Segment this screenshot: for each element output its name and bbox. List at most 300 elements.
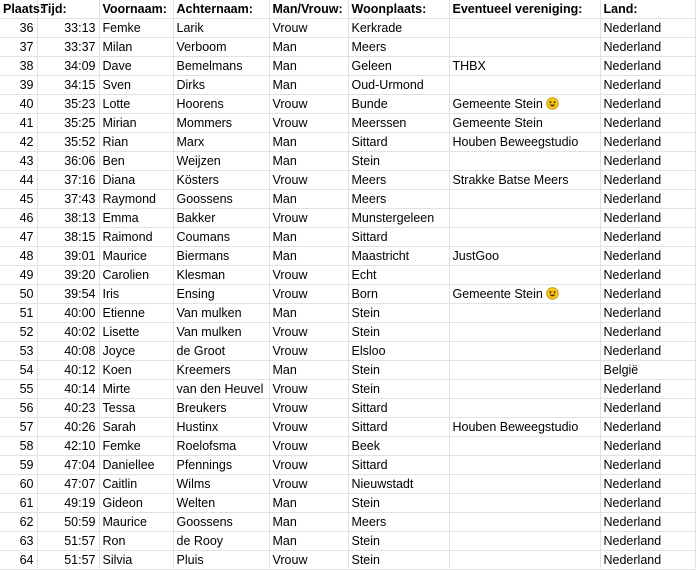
cell-tijd-text: 37:43 xyxy=(64,192,96,206)
cell-man-vrouw[interactable] xyxy=(269,342,348,361)
cell-tijd[interactable] xyxy=(37,209,99,228)
cell-voornaam[interactable] xyxy=(99,418,173,437)
cell-plaats[interactable] xyxy=(0,152,37,171)
cell-plaats-text: 64 xyxy=(19,553,34,567)
cell-tijd-text: 39:54 xyxy=(64,287,96,301)
cell-woonplaats[interactable] xyxy=(348,304,449,323)
cell-achternaam[interactable] xyxy=(173,304,269,323)
cell-voornaam-text: Femke xyxy=(102,439,141,453)
cell-achternaam[interactable] xyxy=(173,437,269,456)
cell-plaats[interactable] xyxy=(0,494,37,513)
cell-vereniging[interactable] xyxy=(449,532,600,551)
cell-plaats[interactable] xyxy=(0,133,37,152)
cell-plaats[interactable] xyxy=(0,437,37,456)
cell-vereniging-text: THBX xyxy=(452,59,486,73)
cell-plaats[interactable] xyxy=(0,247,37,266)
cell-vereniging[interactable] xyxy=(449,399,600,418)
cell-man-vrouw[interactable] xyxy=(269,513,348,532)
cell-land-text: Nederland xyxy=(603,287,662,301)
cell-voornaam[interactable] xyxy=(99,361,173,380)
cell-vereniging[interactable] xyxy=(449,152,600,171)
cell-tijd-text: 39:01 xyxy=(64,249,96,263)
cell-achternaam[interactable] xyxy=(173,133,269,152)
cell-achternaam[interactable] xyxy=(173,475,269,494)
cell-tijd[interactable] xyxy=(37,323,99,342)
cell-tijd[interactable] xyxy=(37,152,99,171)
cell-woonplaats-text: Stein xyxy=(351,534,380,548)
cell-tijd[interactable] xyxy=(37,76,99,95)
cell-man-vrouw[interactable] xyxy=(269,399,348,418)
cell-man-vrouw[interactable] xyxy=(269,285,348,304)
cell-man-vrouw[interactable] xyxy=(269,266,348,285)
cell-vereniging[interactable] xyxy=(449,190,600,209)
cell-woonplaats[interactable] xyxy=(348,228,449,247)
cell-plaats[interactable] xyxy=(0,418,37,437)
cell-achternaam-text: Mommers xyxy=(176,116,233,130)
cell-tijd[interactable] xyxy=(37,171,99,190)
cell-land[interactable] xyxy=(600,76,695,95)
cell-plaats[interactable] xyxy=(0,380,37,399)
cell-plaats[interactable] xyxy=(0,551,37,570)
cell-voornaam[interactable] xyxy=(99,323,173,342)
cell-plaats[interactable] xyxy=(0,285,37,304)
cell-achternaam[interactable] xyxy=(173,95,269,114)
cell-vereniging[interactable] xyxy=(449,475,600,494)
cell-tijd-text: 40:23 xyxy=(64,401,96,415)
cell-land[interactable] xyxy=(600,475,695,494)
cell-voornaam[interactable] xyxy=(99,304,173,323)
table-row xyxy=(0,551,695,570)
table-row xyxy=(0,456,695,475)
cell-man-vrouw[interactable] xyxy=(269,247,348,266)
cell-voornaam[interactable] xyxy=(99,532,173,551)
cell-vereniging[interactable] xyxy=(449,304,600,323)
cell-woonplaats[interactable] xyxy=(348,171,449,190)
cell-voornaam[interactable] xyxy=(99,95,173,114)
cell-vereniging[interactable] xyxy=(449,494,600,513)
cell-plaats[interactable] xyxy=(0,57,37,76)
cell-tijd[interactable] xyxy=(37,418,99,437)
smiley-face-icon xyxy=(546,97,559,110)
cell-plaats[interactable] xyxy=(0,475,37,494)
cell-land[interactable] xyxy=(600,133,695,152)
cell-vereniging[interactable] xyxy=(449,513,600,532)
cell-tijd-text: 36:06 xyxy=(64,154,96,168)
cell-achternaam[interactable] xyxy=(173,361,269,380)
cell-achternaam-text: Breukers xyxy=(176,401,227,415)
cell-man-vrouw-text: Man xyxy=(272,363,297,377)
cell-woonplaats[interactable] xyxy=(348,361,449,380)
cell-land[interactable] xyxy=(600,285,695,304)
cell-voornaam[interactable] xyxy=(99,114,173,133)
cell-plaats[interactable] xyxy=(0,38,37,57)
cell-woonplaats[interactable] xyxy=(348,76,449,95)
cell-land[interactable] xyxy=(600,494,695,513)
cell-land[interactable] xyxy=(600,19,695,38)
cell-achternaam[interactable] xyxy=(173,494,269,513)
cell-voornaam[interactable] xyxy=(99,19,173,38)
cell-plaats[interactable] xyxy=(0,171,37,190)
cell-man-vrouw[interactable] xyxy=(269,114,348,133)
header-vereniging[interactable]: Eventueel vereniging: xyxy=(449,0,600,19)
cell-man-vrouw[interactable] xyxy=(269,361,348,380)
cell-vereniging[interactable] xyxy=(449,228,600,247)
cell-land[interactable] xyxy=(600,57,695,76)
cell-woonplaats[interactable] xyxy=(348,19,449,38)
table-row xyxy=(0,209,695,228)
cell-tijd-text: 47:07 xyxy=(64,477,96,491)
cell-tijd[interactable] xyxy=(37,532,99,551)
header-achternaam[interactable]: Achternaam: xyxy=(173,0,269,19)
cell-land[interactable] xyxy=(600,190,695,209)
cell-woonplaats[interactable] xyxy=(348,551,449,570)
cell-vereniging[interactable] xyxy=(449,133,600,152)
cell-plaats[interactable] xyxy=(0,323,37,342)
cell-man-vrouw[interactable] xyxy=(269,133,348,152)
cell-voornaam-text: Lotte xyxy=(102,97,131,111)
cell-land[interactable] xyxy=(600,361,695,380)
table-row xyxy=(0,19,695,38)
cell-achternaam[interactable] xyxy=(173,57,269,76)
cell-achternaam[interactable] xyxy=(173,380,269,399)
cell-achternaam[interactable] xyxy=(173,171,269,190)
cell-man-vrouw-text: Vrouw xyxy=(272,325,308,339)
cell-achternaam-text: Bemelmans xyxy=(176,59,243,73)
cell-voornaam-text: Raimond xyxy=(102,230,153,244)
cell-woonplaats-text: Meers xyxy=(351,40,387,54)
cell-voornaam[interactable] xyxy=(99,247,173,266)
cell-woonplaats[interactable] xyxy=(348,266,449,285)
table-row xyxy=(0,323,695,342)
cell-tijd[interactable] xyxy=(37,437,99,456)
cell-land[interactable] xyxy=(600,171,695,190)
cell-vereniging[interactable] xyxy=(449,456,600,475)
table-row xyxy=(0,304,695,323)
cell-man-vrouw[interactable] xyxy=(269,494,348,513)
cell-plaats-text: 60 xyxy=(19,477,34,491)
cell-plaats[interactable] xyxy=(0,95,37,114)
cell-achternaam[interactable] xyxy=(173,114,269,133)
cell-achternaam[interactable] xyxy=(173,456,269,475)
cell-man-vrouw[interactable] xyxy=(269,475,348,494)
cell-land[interactable] xyxy=(600,304,695,323)
cell-achternaam[interactable] xyxy=(173,209,269,228)
cell-plaats[interactable] xyxy=(0,513,37,532)
cell-man-vrouw[interactable] xyxy=(269,19,348,38)
cell-tijd[interactable] xyxy=(37,19,99,38)
cell-achternaam[interactable] xyxy=(173,399,269,418)
cell-tijd[interactable] xyxy=(37,95,99,114)
cell-woonplaats[interactable] xyxy=(348,399,449,418)
cell-vereniging[interactable] xyxy=(449,19,600,38)
cell-tijd[interactable] xyxy=(37,266,99,285)
cell-land[interactable] xyxy=(600,380,695,399)
cell-tijd[interactable] xyxy=(37,342,99,361)
cell-vereniging[interactable] xyxy=(449,551,600,570)
cell-plaats[interactable] xyxy=(0,456,37,475)
cell-land[interactable] xyxy=(600,342,695,361)
cell-achternaam[interactable] xyxy=(173,152,269,171)
cell-land[interactable] xyxy=(600,209,695,228)
cell-vereniging[interactable] xyxy=(449,285,600,304)
cell-achternaam[interactable] xyxy=(173,551,269,570)
cell-woonplaats[interactable] xyxy=(348,513,449,532)
cell-man-vrouw[interactable] xyxy=(269,228,348,247)
cell-land[interactable] xyxy=(600,513,695,532)
cell-voornaam[interactable] xyxy=(99,380,173,399)
cell-achternaam[interactable] xyxy=(173,247,269,266)
cell-man-vrouw[interactable] xyxy=(269,76,348,95)
cell-plaats[interactable] xyxy=(0,190,37,209)
cell-achternaam[interactable] xyxy=(173,342,269,361)
cell-voornaam-text: Daniellee xyxy=(102,458,155,472)
cell-man-vrouw[interactable] xyxy=(269,38,348,57)
cell-woonplaats[interactable] xyxy=(348,494,449,513)
cell-plaats[interactable] xyxy=(0,266,37,285)
cell-voornaam[interactable] xyxy=(99,437,173,456)
cell-man-vrouw[interactable] xyxy=(269,418,348,437)
table-row xyxy=(0,285,695,304)
cell-woonplaats[interactable] xyxy=(348,342,449,361)
cell-woonplaats-text: Stein xyxy=(351,496,380,510)
cell-voornaam[interactable] xyxy=(99,152,173,171)
cell-tijd[interactable] xyxy=(37,190,99,209)
cell-land[interactable] xyxy=(600,323,695,342)
cell-woonplaats[interactable] xyxy=(348,190,449,209)
cell-voornaam[interactable] xyxy=(99,133,173,152)
cell-vereniging[interactable] xyxy=(449,266,600,285)
header-plaats[interactable]: Plaats: xyxy=(0,0,37,19)
cell-tijd[interactable] xyxy=(37,247,99,266)
cell-tijd-text: 40:00 xyxy=(64,306,96,320)
cell-land[interactable] xyxy=(600,152,695,171)
header-land[interactable]: Land: xyxy=(600,0,695,19)
cell-land[interactable] xyxy=(600,114,695,133)
cell-man-vrouw[interactable] xyxy=(269,456,348,475)
cell-man-vrouw[interactable] xyxy=(269,304,348,323)
cell-man-vrouw-text: Vrouw xyxy=(272,344,308,358)
cell-vereniging[interactable] xyxy=(449,95,600,114)
cell-tijd[interactable] xyxy=(37,456,99,475)
cell-man-vrouw-text: Man xyxy=(272,496,297,510)
cell-voornaam[interactable] xyxy=(99,57,173,76)
cell-man-vrouw-text: Man xyxy=(272,306,297,320)
cell-tijd[interactable] xyxy=(37,285,99,304)
cell-vereniging[interactable] xyxy=(449,361,600,380)
cell-man-vrouw-text: Vrouw xyxy=(272,97,308,111)
cell-voornaam-text: Maurice xyxy=(102,515,147,529)
cell-land[interactable] xyxy=(600,38,695,57)
cell-man-vrouw[interactable] xyxy=(269,380,348,399)
cell-plaats-text: 47 xyxy=(19,230,34,244)
header-voornaam[interactable]: Voornaam: xyxy=(99,0,173,19)
cell-voornaam[interactable] xyxy=(99,266,173,285)
cell-man-vrouw[interactable] xyxy=(269,190,348,209)
cell-man-vrouw[interactable] xyxy=(269,171,348,190)
cell-woonplaats[interactable] xyxy=(348,437,449,456)
cell-voornaam[interactable] xyxy=(99,228,173,247)
cell-voornaam[interactable] xyxy=(99,475,173,494)
cell-tijd[interactable] xyxy=(37,551,99,570)
cell-achternaam[interactable] xyxy=(173,418,269,437)
cell-achternaam[interactable] xyxy=(173,323,269,342)
cell-vereniging[interactable] xyxy=(449,57,600,76)
cell-land[interactable] xyxy=(600,399,695,418)
cell-tijd[interactable] xyxy=(37,494,99,513)
cell-woonplaats[interactable] xyxy=(348,209,449,228)
cell-voornaam[interactable] xyxy=(99,399,173,418)
cell-woonplaats[interactable] xyxy=(348,152,449,171)
table-row xyxy=(0,342,695,361)
cell-voornaam[interactable] xyxy=(99,551,173,570)
cell-voornaam-text: Diana xyxy=(102,173,136,187)
cell-tijd[interactable] xyxy=(37,361,99,380)
cell-man-vrouw[interactable] xyxy=(269,95,348,114)
cell-vereniging[interactable] xyxy=(449,380,600,399)
cell-tijd-text: 35:52 xyxy=(64,135,96,149)
cell-vereniging[interactable] xyxy=(449,76,600,95)
cell-vereniging[interactable] xyxy=(449,38,600,57)
cell-achternaam-text: Van mulken xyxy=(176,325,242,339)
cell-plaats[interactable] xyxy=(0,342,37,361)
cell-land[interactable] xyxy=(600,456,695,475)
cell-woonplaats[interactable] xyxy=(348,133,449,152)
cell-tijd[interactable] xyxy=(37,475,99,494)
smiley-face-icon xyxy=(546,287,559,300)
cell-vereniging[interactable] xyxy=(449,171,600,190)
cell-voornaam-text: Iris xyxy=(102,287,120,301)
table-row xyxy=(0,247,695,266)
cell-woonplaats[interactable] xyxy=(348,475,449,494)
cell-plaats[interactable] xyxy=(0,532,37,551)
cell-tijd[interactable] xyxy=(37,114,99,133)
cell-tijd-text: 34:15 xyxy=(64,78,96,92)
cell-voornaam[interactable] xyxy=(99,209,173,228)
cell-woonplaats[interactable] xyxy=(348,285,449,304)
cell-land[interactable] xyxy=(600,95,695,114)
cell-plaats-text: 39 xyxy=(19,78,34,92)
cell-woonplaats[interactable] xyxy=(348,114,449,133)
cell-vereniging[interactable] xyxy=(449,342,600,361)
cell-woonplaats[interactable] xyxy=(348,323,449,342)
cell-plaats[interactable] xyxy=(0,361,37,380)
cell-plaats[interactable] xyxy=(0,304,37,323)
cell-man-vrouw[interactable] xyxy=(269,323,348,342)
cell-tijd-text: 40:14 xyxy=(64,382,96,396)
cell-voornaam-text: Lisette xyxy=(102,325,140,339)
table-row xyxy=(0,228,695,247)
cell-man-vrouw[interactable] xyxy=(269,209,348,228)
cell-land[interactable] xyxy=(600,266,695,285)
cell-vereniging[interactable] xyxy=(449,323,600,342)
cell-vereniging[interactable] xyxy=(449,247,600,266)
cell-achternaam[interactable] xyxy=(173,285,269,304)
cell-plaats[interactable] xyxy=(0,399,37,418)
cell-voornaam[interactable] xyxy=(99,171,173,190)
cell-tijd[interactable] xyxy=(37,133,99,152)
cell-voornaam[interactable] xyxy=(99,38,173,57)
cell-plaats[interactable] xyxy=(0,76,37,95)
cell-voornaam[interactable] xyxy=(99,285,173,304)
cell-woonplaats[interactable] xyxy=(348,532,449,551)
cell-plaats-text: 58 xyxy=(19,439,34,453)
cell-achternaam[interactable] xyxy=(173,76,269,95)
cell-achternaam-text: Verboom xyxy=(176,40,227,54)
cell-voornaam[interactable] xyxy=(99,342,173,361)
cell-vereniging[interactable] xyxy=(449,418,600,437)
cell-voornaam[interactable] xyxy=(99,513,173,532)
cell-man-vrouw[interactable] xyxy=(269,551,348,570)
cell-tijd[interactable] xyxy=(37,513,99,532)
cell-plaats-text: 42 xyxy=(19,135,34,149)
cell-achternaam[interactable] xyxy=(173,513,269,532)
cell-man-vrouw-text: Vrouw xyxy=(272,287,308,301)
cell-achternaam[interactable] xyxy=(173,190,269,209)
cell-land[interactable] xyxy=(600,551,695,570)
cell-woonplaats[interactable] xyxy=(348,57,449,76)
cell-woonplaats[interactable] xyxy=(348,38,449,57)
cell-plaats[interactable] xyxy=(0,19,37,38)
cell-tijd[interactable] xyxy=(37,57,99,76)
cell-woonplaats[interactable] xyxy=(348,456,449,475)
cell-achternaam[interactable] xyxy=(173,532,269,551)
cell-vereniging[interactable] xyxy=(449,114,600,133)
cell-man-vrouw[interactable] xyxy=(269,437,348,456)
cell-tijd[interactable] xyxy=(37,38,99,57)
cell-vereniging[interactable] xyxy=(449,209,600,228)
cell-land[interactable] xyxy=(600,532,695,551)
cell-man-vrouw[interactable] xyxy=(269,532,348,551)
cell-land[interactable] xyxy=(600,418,695,437)
cell-man-vrouw-text: Vrouw xyxy=(272,173,308,187)
cell-achternaam-text: de Rooy xyxy=(176,534,224,548)
cell-land[interactable] xyxy=(600,228,695,247)
cell-voornaam[interactable] xyxy=(99,456,173,475)
cell-plaats[interactable] xyxy=(0,209,37,228)
cell-land[interactable] xyxy=(600,247,695,266)
cell-tijd[interactable] xyxy=(37,304,99,323)
cell-woonplaats-text: Kerkrade xyxy=(351,21,403,35)
cell-tijd-text: 34:09 xyxy=(64,59,96,73)
cell-vereniging[interactable] xyxy=(449,437,600,456)
cell-plaats[interactable] xyxy=(0,114,37,133)
cell-plaats[interactable] xyxy=(0,228,37,247)
cell-man-vrouw-text: Man xyxy=(272,249,297,263)
cell-tijd[interactable] xyxy=(37,380,99,399)
cell-plaats-text: 46 xyxy=(19,211,34,225)
cell-achternaam[interactable] xyxy=(173,228,269,247)
cell-woonplaats[interactable] xyxy=(348,95,449,114)
cell-woonplaats[interactable] xyxy=(348,247,449,266)
cell-land[interactable] xyxy=(600,437,695,456)
cell-achternaam[interactable] xyxy=(173,19,269,38)
cell-achternaam[interactable] xyxy=(173,266,269,285)
cell-plaats-text: 49 xyxy=(19,268,34,282)
cell-woonplaats[interactable] xyxy=(348,418,449,437)
cell-voornaam[interactable] xyxy=(99,190,173,209)
cell-woonplaats[interactable] xyxy=(348,380,449,399)
cell-tijd[interactable] xyxy=(37,228,99,247)
cell-voornaam[interactable] xyxy=(99,76,173,95)
header-tijd[interactable]: Tijd: xyxy=(37,0,99,19)
cell-tijd[interactable] xyxy=(37,399,99,418)
header-woonplaats[interactable]: Woonplaats: xyxy=(348,0,449,19)
cell-achternaam[interactable] xyxy=(173,38,269,57)
cell-man-vrouw[interactable] xyxy=(269,152,348,171)
cell-voornaam[interactable] xyxy=(99,494,173,513)
cell-man-vrouw[interactable] xyxy=(269,57,348,76)
header-man-vrouw[interactable]: Man/Vrouw: xyxy=(269,0,348,19)
